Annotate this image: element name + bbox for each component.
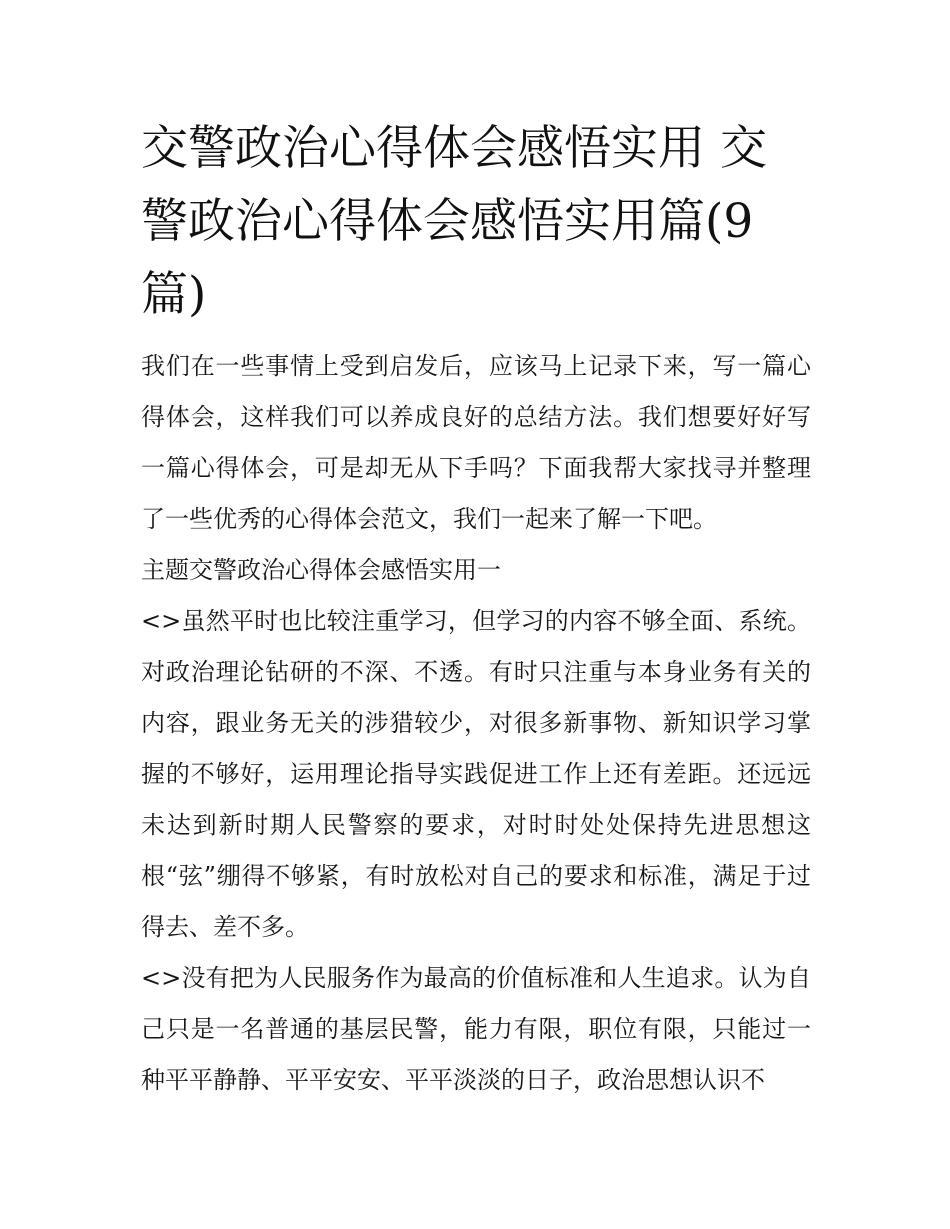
section-heading: 主题交警政治心得体会感悟实用一 [141,556,501,584]
body-paragraph: <>没有把为人民服务作为最高的价值标准和人生追求。认为自己只是一名普通的基层民警，能力有限，职位有限，只能过一种平平静静、平平安安、平平淡淡的日子，政治思想认识不 [141,964,811,1094]
intro-paragraph: 我们在一些事情上受到启发后，应该马上记录下来，写一篇心得体会，这样我们可以养成良好的总结方法。我们想要好好写一篇心得体会，可是却无从下手吗？下面我帮大家找寻并整理了一些优秀的心得体会范文，我们一起来了解一下吧。 [141,352,811,533]
body-paragraph: <>虽然平时也比较注重学习，但学习的内容不够全面、系统。对政治理论钻研的不深、不透。有时只注重与本身业务有关的内容，跟业务无关的涉猎较少，对很多新事物、新知识学习掌握的不够好，运用理论指导实践促进工作上还有差距。还远远未达到新时期人民警察的要求，对时时处处保持先进思想这根“弦”绷得不够紧，有时放松对自己的要求和标准，满足于过得去、差不多。 [141,607,811,941]
document-body [141,112,811,1106]
document-title: 交警政治心得体会感悟实用 交警政治心得体会感悟实用篇(9篇) [141,121,767,322]
